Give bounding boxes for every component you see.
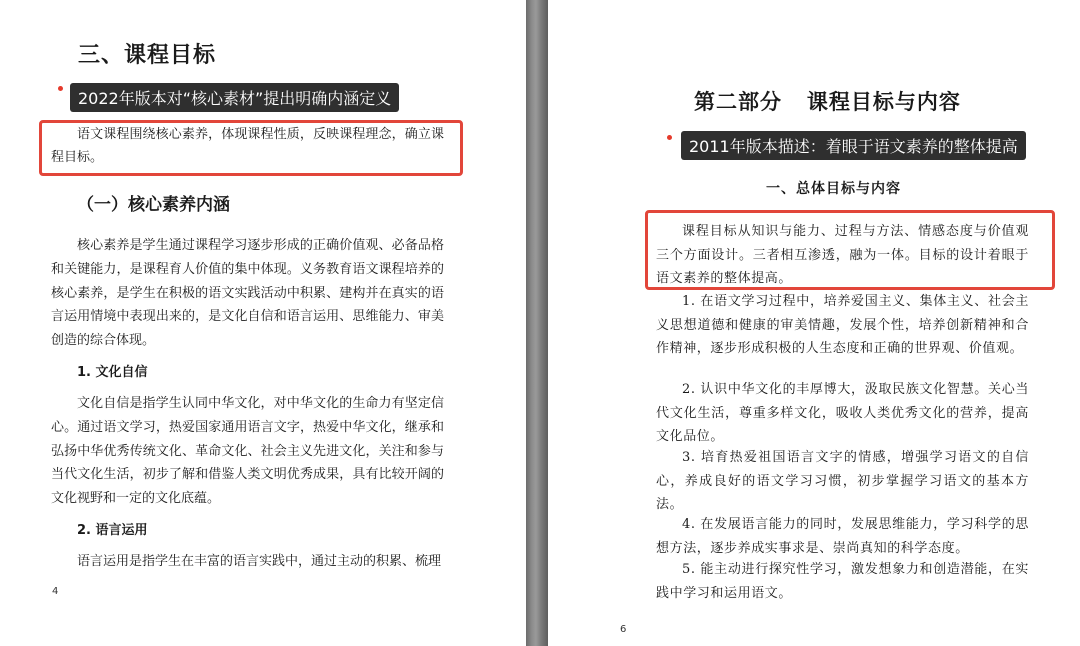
page-number: 4: [52, 586, 59, 597]
list-item: 3. 培育热爱祖国语言文字的情感，增强学习语文的自信心，养成良好的语文学习习惯，初步掌握学习语文的基本方法。: [656, 450, 1029, 512]
highlight-box: [645, 210, 1055, 290]
highlight-box: [39, 120, 463, 176]
section-title: 一、总体目标与内容: [766, 181, 901, 197]
intro-paragraph: 语文课程围绕核心素养，体现课程性质，反映课程理念，确立课程目标。: [51, 127, 444, 165]
chapter-title: 三、课程目标: [78, 42, 217, 68]
subsection-paragraph-language: 语言运用是指学生在丰富的语言实践中，通过主动的积累、梳理: [77, 554, 442, 569]
annotation-marker: [58, 86, 63, 91]
annotation-label: 2011年版本描述：着眼于语文素养的整体提高: [681, 131, 1026, 160]
subsection-heading-language: 2. 语言运用: [77, 523, 148, 538]
intro-paragraph: 课程目标从知识与能力、过程与方法、情感态度与价值观三个方面设计。三者相互渗透，融为一体。目标的设计着眼于语文素养的整体提高。: [656, 224, 1029, 286]
annotation-label: 2022年版本对“核心素材”提出明确内涵定义: [70, 83, 399, 112]
list-item: 4. 在发展语言能力的同时，发展思维能力，学习科学的思想方法，逐步养成实事求是、崇尚真知的科学态度。: [656, 517, 1029, 556]
section-heading: （一）核心素养内涵: [77, 195, 230, 215]
subsection-paragraph-culture: 文化自信是指学生认同中华文化，对中华文化的生命力有坚定信心。通过语文学习，热爱国家通用语言文字，热爱中华文化，继承和弘扬中华优秀传统文化、革命文化、社会主义先进文化，关注和参与当代文化生活，初步了解和借鉴人类文明优秀成果，具有比较开阔的文化视野和一定的文化底蕴。: [51, 396, 444, 507]
part-title: 第二部分 课程目标与内容: [694, 90, 961, 114]
book-gutter: [526, 0, 548, 646]
list-item: 5. 能主动进行探究性学习，激发想象力和创造潜能，在实践中学习和运用语文。: [656, 562, 1029, 601]
section-paragraph: 核心素养是学生通过课程学习逐步形成的正确价值观、必备品格和关键能力，是课程育人价值的集中体现。义务教育语文课程培养的核心素养，是学生在积极的语文实践活动中积累、建构并在真实的语言运用情境中表现出来的，是文化自信和语言运用、思维能力、审美创造的综合体现。: [51, 238, 444, 349]
annotation-marker: [667, 135, 672, 140]
list-item: 1. 在语文学习过程中，培养爱国主义、集体主义、社会主义思想道德和健康的审美情趣，发展个性，培养创新精神和合作精神，逐步形成积极的人生态度和正确的世界观、价值观。: [656, 294, 1029, 356]
page-number: 6: [620, 624, 627, 635]
subsection-heading-culture: 1. 文化自信: [77, 365, 148, 380]
list-item: 2. 认识中华文化的丰厚博大，汲取民族文化智慧。关心当代文化生活，尊重多样文化，吸收人类优秀文化的营养，提高文化品位。: [656, 382, 1029, 444]
